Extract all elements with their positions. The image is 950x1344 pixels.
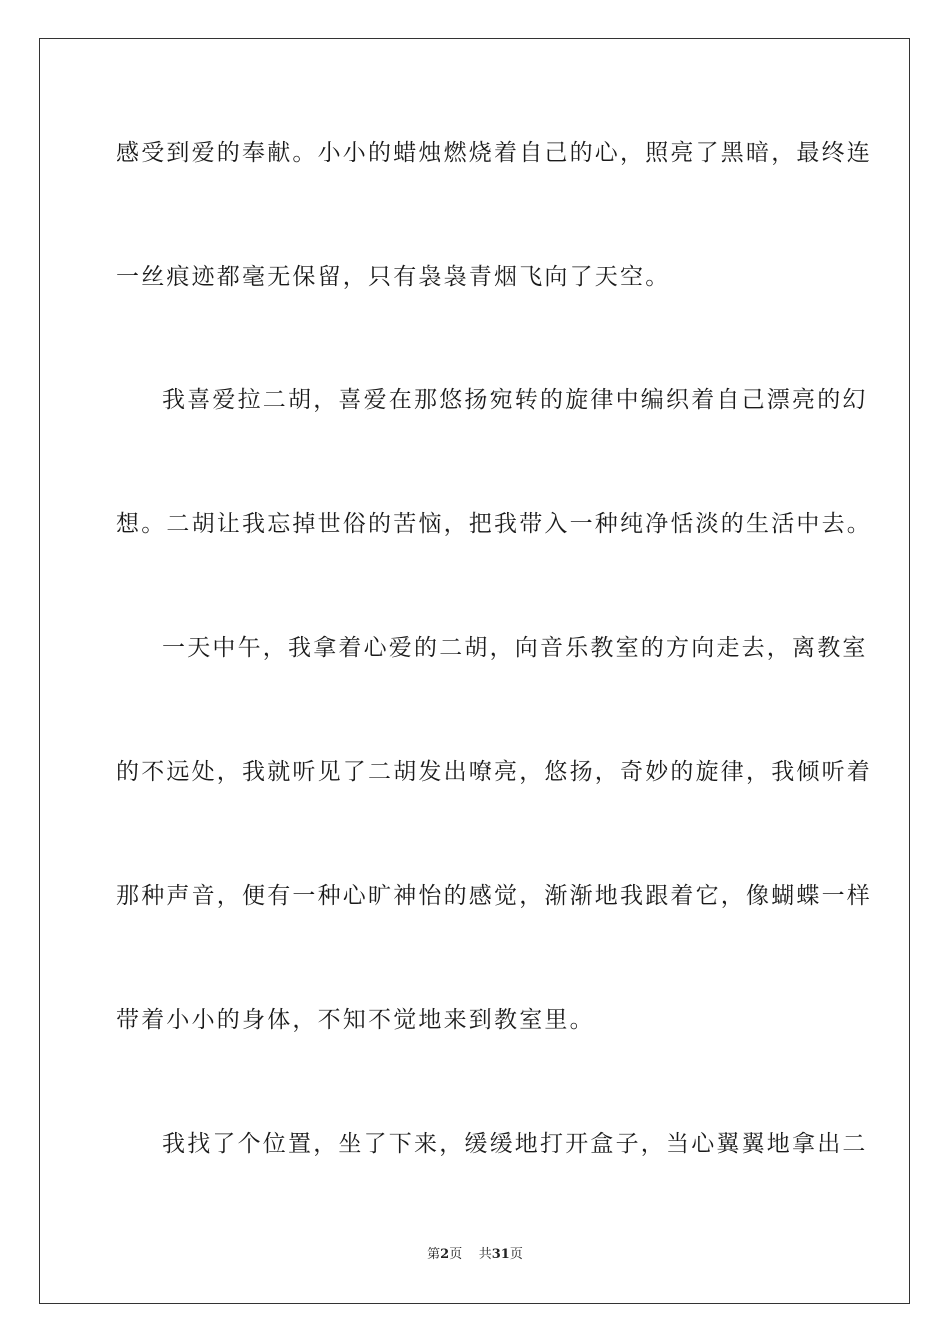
- page-label-suffix: 页: [449, 1247, 463, 1262]
- total-label-suffix: 页: [509, 1247, 523, 1262]
- text-line: 想。二胡让我忘掉世俗的苦恼，把我带入一种纯净恬淡的生活中去。: [116, 511, 872, 537]
- page-number: 2: [440, 1247, 450, 1262]
- total-label-prefix: 共: [478, 1247, 492, 1262]
- text-line: 带着小小的身体，不知不觉地来到教室里。: [116, 1007, 595, 1033]
- page-footer: [0, 1246, 950, 1264]
- text-line: 感受到爱的奉献。小小的蜡烛燃烧着自己的心，照亮了黑暗，最终连: [116, 140, 872, 166]
- page-border: [39, 38, 910, 1304]
- total-pages: 31: [491, 1247, 510, 1262]
- paragraph-first-line: 我喜爱拉二胡，喜爱在那悠扬宛转的旋律中编织着自己漂亮的幻: [162, 387, 868, 413]
- paragraph-first-line: 我找了个位置，坐了下来，缓缓地打开盒子，当心翼翼地拿出二: [162, 1131, 868, 1157]
- text-line: 的不远处，我就听见了二胡发出嘹亮，悠扬，奇妙的旋律，我倾听着: [116, 759, 872, 785]
- text-line: 一丝痕迹都毫无保留，只有袅袅青烟飞向了天空。: [116, 264, 671, 290]
- paragraph-first-line: 一天中午，我拿着心爱的二胡，向音乐教室的方向走去，离教室: [162, 635, 868, 661]
- text-line: 那种声音，便有一种心旷神怡的感觉，渐渐地我跟着它，像蝴蝶一样: [116, 883, 872, 909]
- page-label-prefix: 第: [427, 1247, 441, 1262]
